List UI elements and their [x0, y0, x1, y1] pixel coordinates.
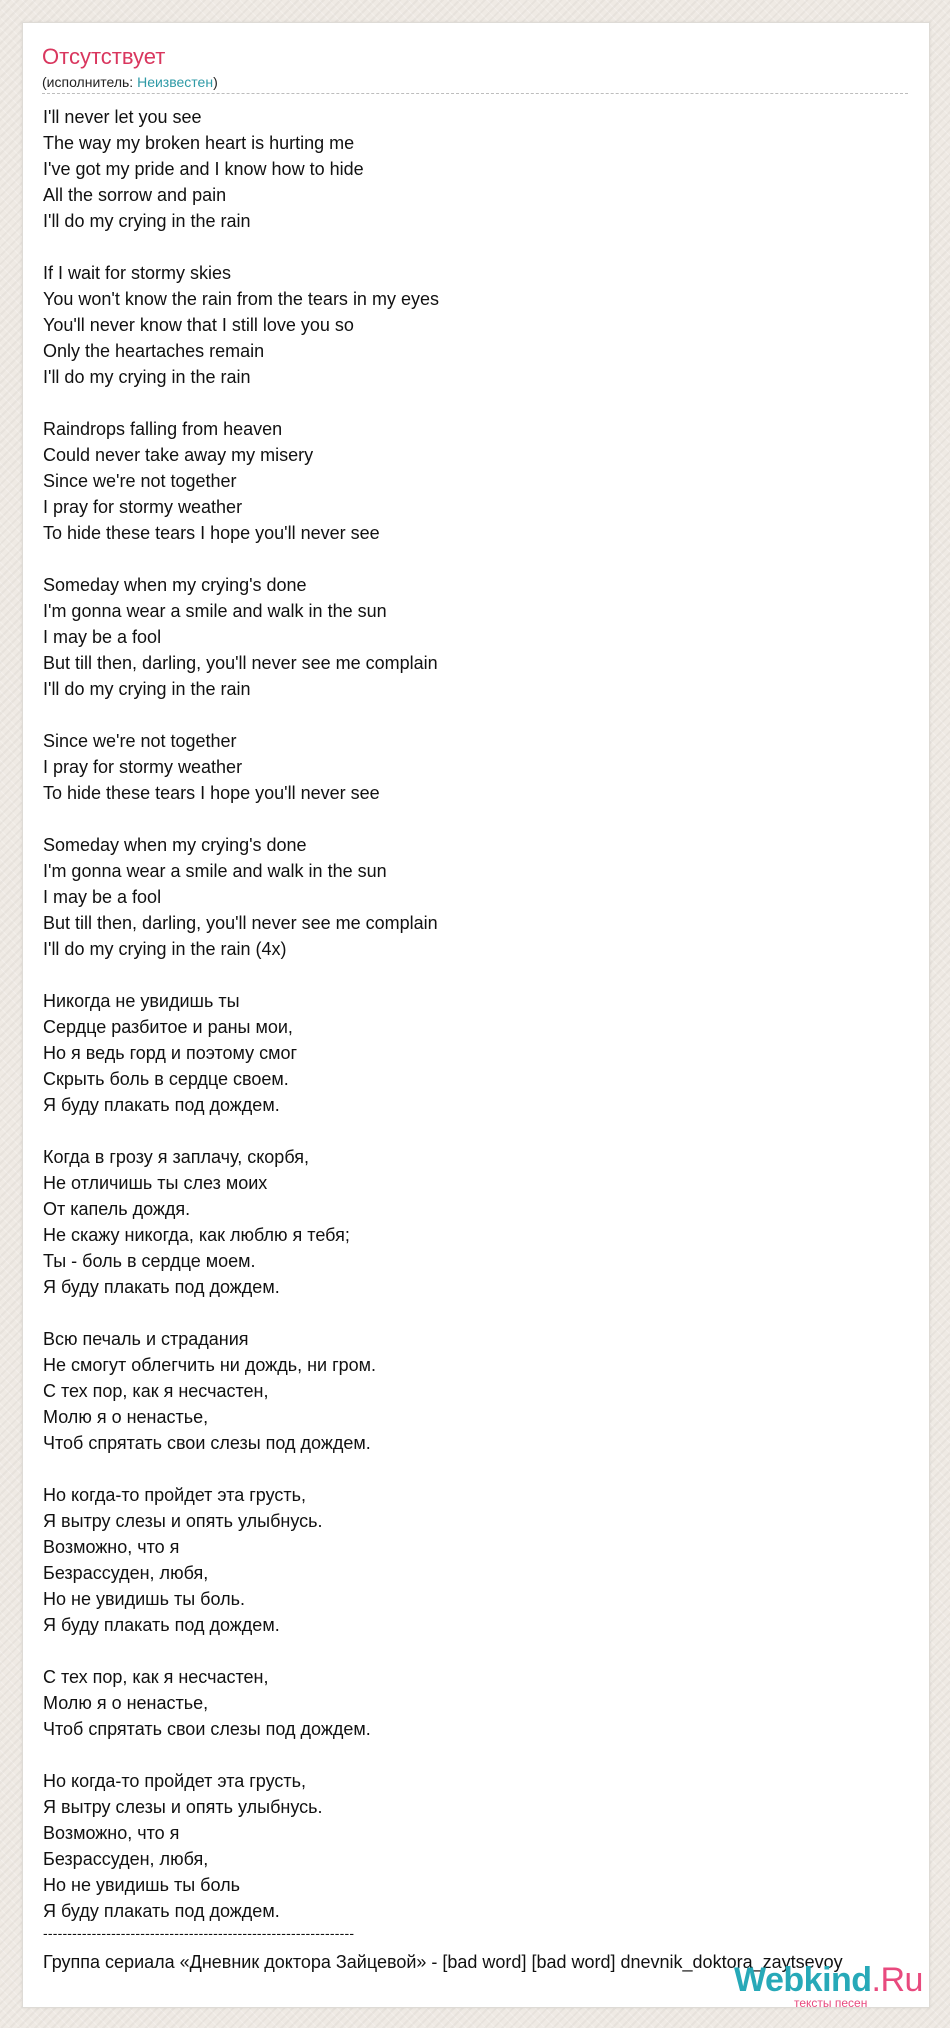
lyric-line: I'll never let you see	[43, 107, 202, 127]
lyric-line: Но когда-то пройдет эта грусть,	[43, 1771, 307, 1791]
logo-tagline: тексты песен	[794, 1996, 868, 2010]
lyric-line: I'm gonna wear a smile and walk in the sun	[43, 601, 387, 621]
webkind-logo[interactable]	[734, 1960, 924, 2020]
lyric-line: Я буду плакать под дождем.	[43, 1277, 280, 1297]
stanza	[43, 1768, 929, 1924]
stanza	[43, 104, 929, 234]
lyric-line: Молю я о ненастье,	[43, 1407, 209, 1427]
logo-wordmark	[734, 1960, 923, 2000]
lyric-line: Не отличишь ты слез моих	[43, 1173, 268, 1193]
lyric-line: Возможно, что я	[43, 1823, 180, 1843]
song-title: Отсутствует	[42, 44, 166, 69]
lyric-line: Could never take away my misery	[43, 445, 314, 465]
lyric-line: От капель дождя.	[43, 1199, 191, 1219]
lyric-line: С тех пор, как я несчастен,	[43, 1381, 269, 1401]
lyric-line: To hide these tears I hope you'll never see	[43, 523, 380, 543]
lyric-line: Но не увидишь ты боль.	[43, 1589, 245, 1609]
artist-prefix: (исполнитель:	[42, 74, 138, 90]
lyric-line: Чтоб спрятать свои слезы под дождем.	[43, 1719, 371, 1739]
lyric-line: You won't know the rain from the tears in my eyes	[43, 289, 439, 309]
lyric-line: Безрассуден, любя,	[43, 1563, 209, 1583]
lyric-line: I may be a fool	[43, 627, 162, 647]
lyric-line: Не смогут облегчить ни дождь, ни гром.	[43, 1355, 377, 1375]
stanza	[43, 1482, 929, 1638]
lyric-line: I may be a fool	[43, 887, 162, 907]
lyric-line: I pray for stormy weather	[43, 757, 243, 777]
lyric-line: Но не увидишь ты боль	[43, 1875, 240, 1895]
logo-ru-text: .Ru	[871, 1961, 923, 1999]
lyric-line: I'll do my crying in the rain	[43, 679, 251, 699]
stanza	[43, 1664, 929, 1742]
stanza	[43, 416, 929, 546]
lyric-line: Безрассуден, любя,	[43, 1849, 209, 1869]
stanza	[43, 988, 929, 1118]
footer-note: Группа сериала «Дневник доктора Зайцевой» - [bad word] [bad word] dnevnik_doktora_zaytsevoy	[43, 1952, 843, 1972]
lyric-line: Someday when my crying's done	[43, 835, 307, 855]
artist-link[interactable]: Неизвестен	[137, 74, 214, 90]
logo-web-text: Webkind	[734, 1961, 872, 1999]
lyric-line: Сердце разбитое и раны мои,	[43, 1017, 293, 1037]
stanza	[43, 1326, 929, 1456]
lyric-line: Only the heartaches remain	[43, 341, 265, 361]
stanza	[43, 728, 929, 806]
stanza	[43, 1144, 929, 1300]
artist-suffix: )	[213, 74, 218, 90]
lyric-line: But till then, darling, you'll never see me complain	[43, 653, 438, 673]
lyric-line: You'll never know that I still love you so	[43, 315, 354, 335]
lyric-line: Скрыть боль в сердце своем.	[43, 1069, 289, 1089]
lyric-line: Но когда-то пройдет эта грусть,	[43, 1485, 307, 1505]
song-header	[42, 43, 908, 94]
lyric-line: To hide these tears I hope you'll never see	[43, 783, 380, 803]
lyrics-body	[43, 104, 929, 1974]
stanza	[43, 572, 929, 702]
lyric-line: Чтоб спрятать свои слезы под дождем.	[43, 1433, 371, 1453]
lyric-line: If I wait for stormy skies	[43, 263, 232, 283]
lyric-line: I'll do my crying in the rain	[43, 367, 251, 387]
lyric-line: Raindrops falling from heaven	[43, 419, 283, 439]
lyric-line: Я буду плакать под дождем.	[43, 1095, 280, 1115]
dashed-separator: ----------------------------------------------------------------	[43, 1925, 355, 1941]
lyric-line: I'm gonna wear a smile and walk in the sun	[43, 861, 387, 881]
lyrics-card	[22, 22, 930, 2008]
lyric-line: But till then, darling, you'll never see me complain	[43, 913, 438, 933]
lyric-line: Всю печаль и страдания	[43, 1329, 249, 1349]
lyric-line: Никогда не увидишь ты	[43, 991, 240, 1011]
lyric-line: I pray for stormy weather	[43, 497, 243, 517]
lyric-line: Возможно, что я	[43, 1537, 180, 1557]
lyric-line: Но я ведь горд и поэтому смог	[43, 1043, 298, 1063]
lyric-line: Когда в грозу я заплачу, скорбя,	[43, 1147, 309, 1167]
stanza	[43, 260, 929, 390]
lyric-line: Не скажу никогда, как люблю я тебя;	[43, 1225, 350, 1245]
lyric-line: С тех пор, как я несчастен,	[43, 1667, 269, 1687]
lyric-line: Ты - боль в сердце моем.	[43, 1251, 256, 1271]
lyric-line: Someday when my crying's done	[43, 575, 307, 595]
lyric-line: I'll do my crying in the rain	[43, 211, 251, 231]
lyric-line: Я вытру слезы и опять улыбнусь.	[43, 1797, 323, 1817]
lyric-line: The way my broken heart is hurting me	[43, 133, 355, 153]
stanza	[43, 832, 929, 962]
lyric-line: Я буду плакать под дождем.	[43, 1901, 280, 1921]
lyric-line: Молю я о ненастье,	[43, 1693, 209, 1713]
lyric-line: All the sorrow and pain	[43, 185, 227, 205]
lyric-line: Я вытру слезы и опять улыбнусь.	[43, 1511, 323, 1531]
artist-line	[42, 73, 218, 91]
lyric-line: Since we're not together	[43, 471, 237, 491]
lyric-line: I'll do my crying in the rain (4x)	[43, 939, 287, 959]
lyric-line: Since we're not together	[43, 731, 237, 751]
lyric-line: I've got my pride and I know how to hide	[43, 159, 364, 179]
lyric-line: Я буду плакать под дождем.	[43, 1615, 280, 1635]
